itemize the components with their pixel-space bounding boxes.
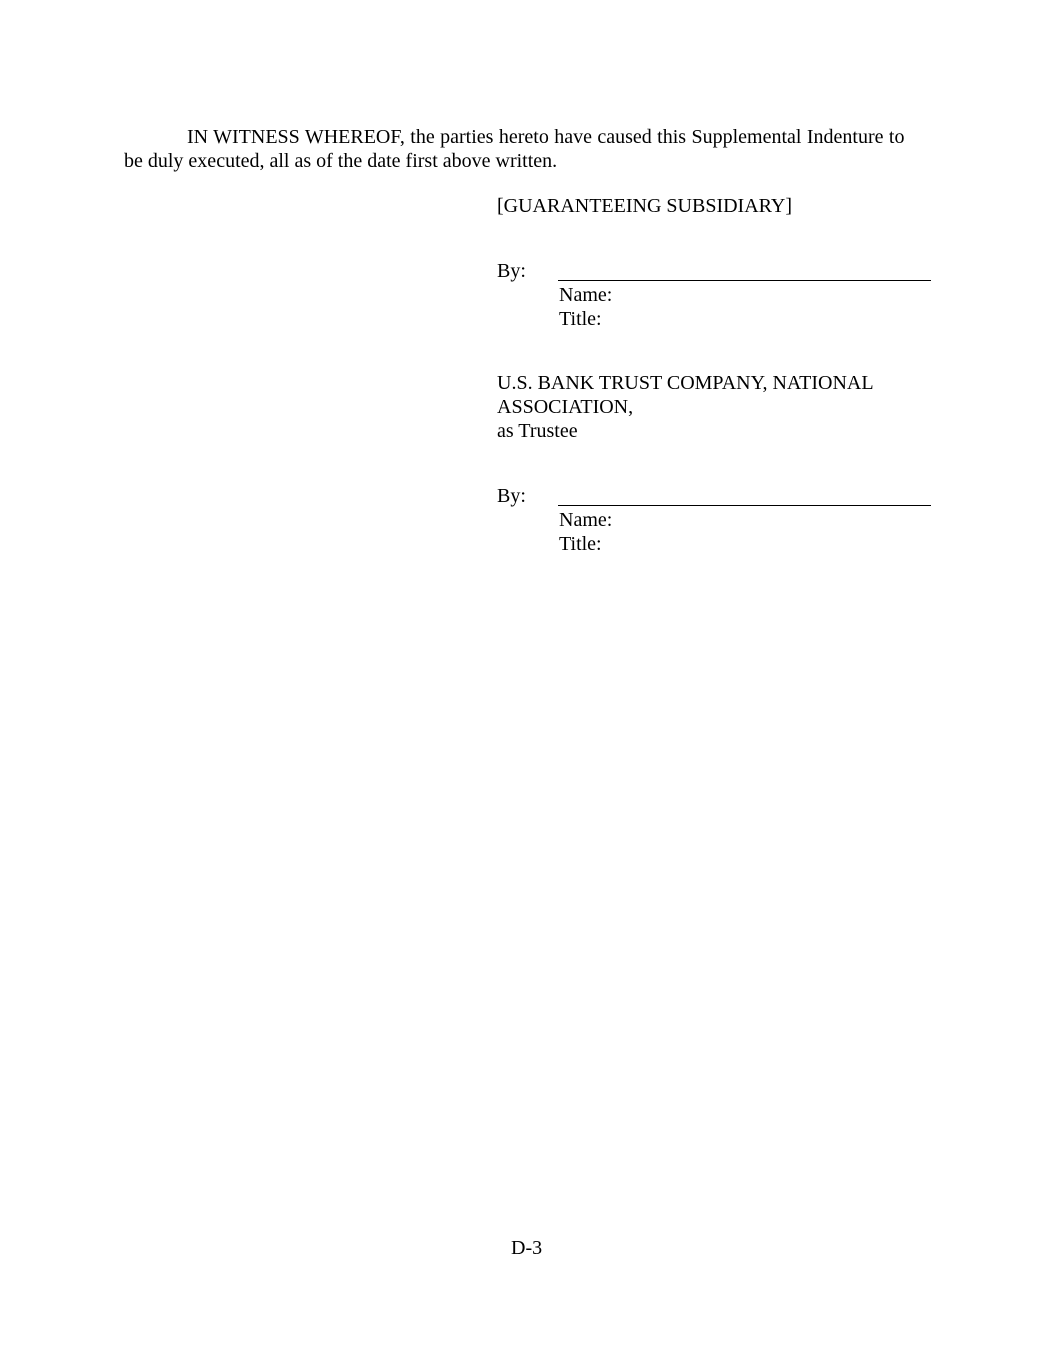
name-label: Name: (559, 509, 613, 531)
by-label: By: (497, 485, 526, 507)
party-name-line-2: ASSOCIATION, (497, 396, 634, 418)
signature-line (558, 505, 931, 506)
name-label: Name: (559, 284, 613, 306)
page-number: D-3 (511, 1237, 543, 1259)
witness-paragraph-line-1: IN WITNESS WHEREOF, the parties hereto have caused this Supplemental Indenture to (187, 126, 905, 148)
title-label: Title: (559, 533, 602, 555)
by-label: By: (497, 260, 526, 282)
party-name-line-1: U.S. BANK TRUST COMPANY, NATIONAL (497, 372, 874, 394)
witness-paragraph-line-2: be duly executed, all as of the date first above written. (124, 150, 558, 172)
title-label: Title: (559, 308, 602, 330)
signature-line (558, 280, 931, 281)
party-name: [GUARANTEEING SUBSIDIARY] (497, 195, 792, 217)
party-capacity: as Trustee (497, 420, 578, 442)
